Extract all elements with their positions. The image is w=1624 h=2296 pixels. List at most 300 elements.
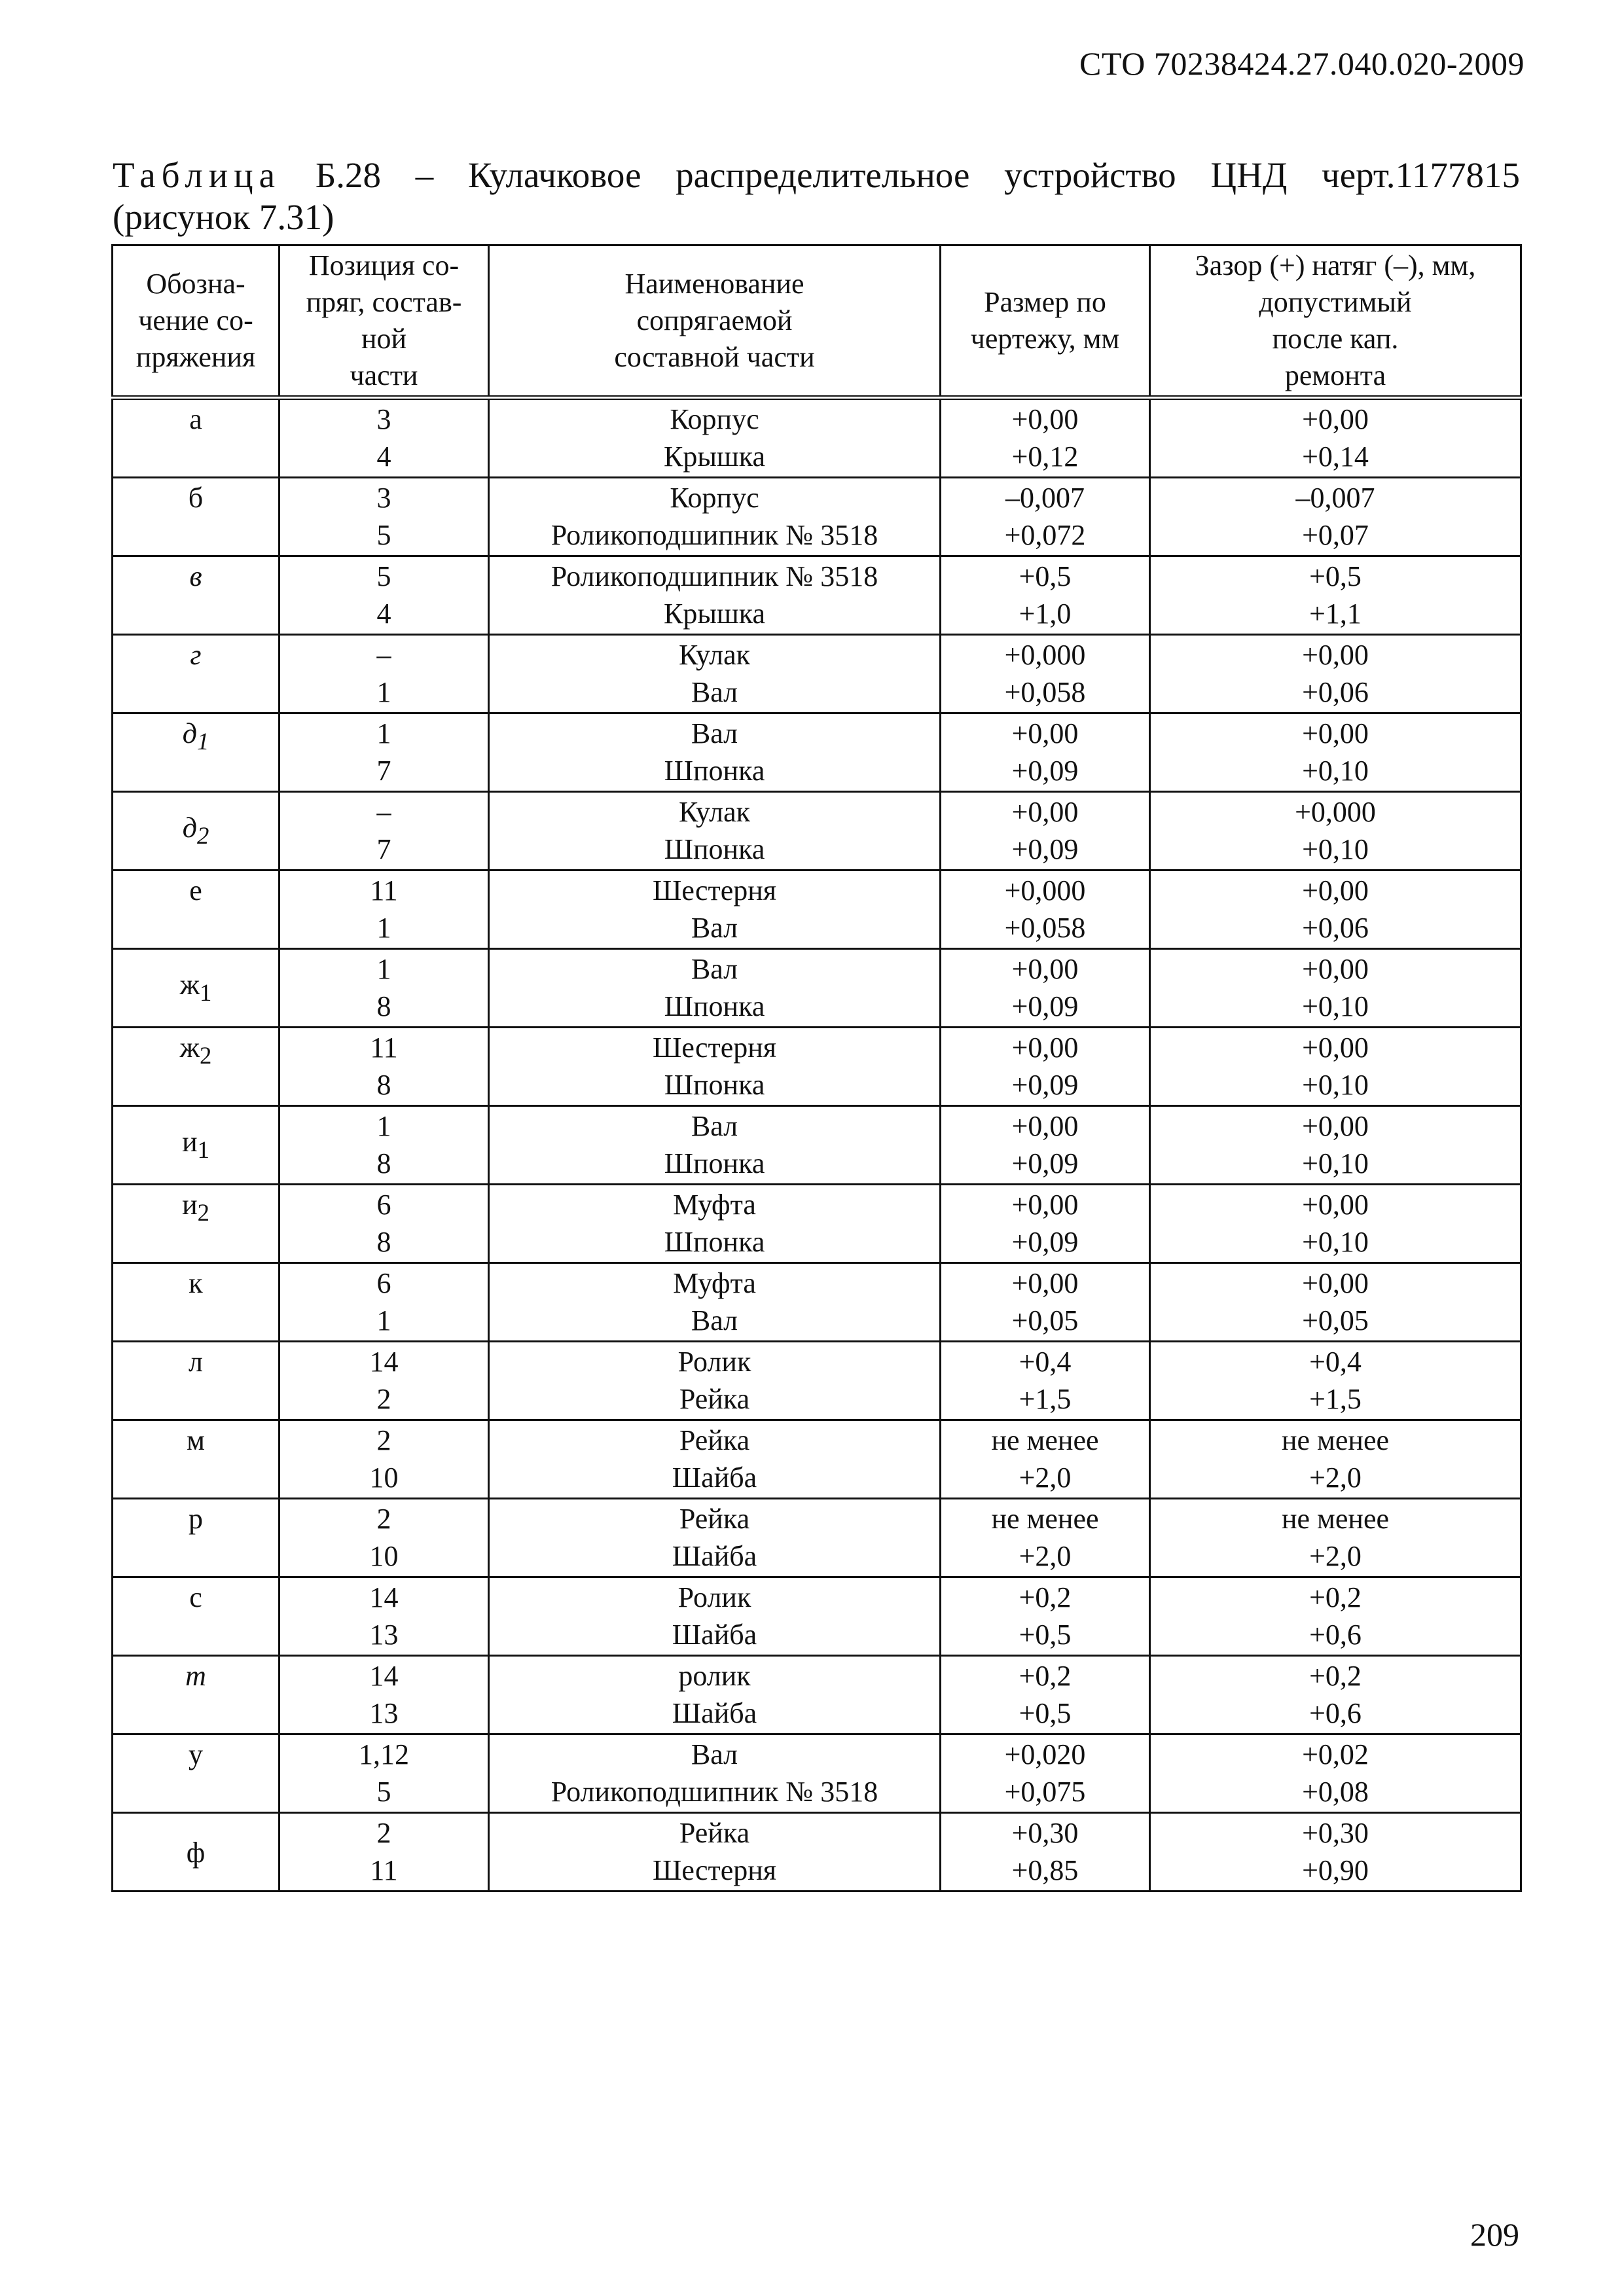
drawing-size-value: +0,00 (1011, 403, 1079, 435)
position-value: 1 (376, 1110, 391, 1142)
position-value: 3 (376, 403, 391, 435)
position-value: 1 (376, 717, 391, 749)
position-value: 2 (376, 1503, 391, 1535)
position-value: 5 (376, 519, 391, 551)
drawing-size-value: +0,058 (1004, 676, 1086, 708)
drawing-size-cell (941, 478, 1150, 556)
document-code: СТО 70238424.27.040.020-2009 (1079, 45, 1525, 82)
drawing-size-value: +0,09 (1011, 1069, 1079, 1101)
clearance-cell (1150, 556, 1521, 635)
position-value: – (376, 796, 391, 828)
position-value: 6 (376, 1267, 391, 1299)
position-value: 6 (376, 1189, 391, 1221)
drawing-size-cell (941, 556, 1150, 635)
drawing-size-cell (941, 1420, 1150, 1499)
clearance-cell (1150, 478, 1521, 556)
clearance-value: +0,2 (1309, 1660, 1362, 1692)
table-row (113, 1499, 1521, 1577)
clearance-value: +0,07 (1302, 519, 1369, 551)
part-name: Ролик (677, 1581, 751, 1613)
position-value: 8 (376, 1147, 391, 1179)
clearance-value: +0,6 (1309, 1697, 1362, 1729)
part-name: Шпонка (664, 755, 765, 787)
part-name: Шпонка (664, 1147, 765, 1179)
clearance-value: +0,00 (1302, 639, 1369, 671)
column-header (941, 245, 1150, 398)
drawing-size-value: +0,00 (1011, 1189, 1079, 1221)
clearance-value: +0,4 (1309, 1346, 1362, 1378)
part-name: Роликоподшипник № 3518 (550, 560, 878, 592)
designation-letter: ф (186, 1836, 206, 1869)
part-name-cell (489, 1342, 941, 1420)
clearance-cell (1150, 1734, 1521, 1813)
part-name-cell (489, 1734, 941, 1813)
part-name: Муфта (673, 1267, 756, 1299)
column-header (1150, 245, 1521, 398)
drawing-size-cell (941, 1813, 1150, 1892)
position-value: 1 (376, 1304, 391, 1336)
position-value: 14 (369, 1660, 399, 1692)
table-caption (113, 154, 1520, 196)
part-name: Шайба (672, 1462, 757, 1494)
position-value: 11 (370, 874, 398, 906)
position-cell (280, 949, 489, 1028)
position-cell (280, 1106, 489, 1185)
clearance-cell (1150, 1185, 1521, 1263)
clearance-cell (1150, 1577, 1521, 1656)
clearance-value: –0,007 (1295, 482, 1375, 514)
clearance-value: +0,00 (1302, 403, 1369, 435)
part-name-cell (489, 398, 941, 478)
designation-letter: е (189, 874, 202, 906)
drawing-size-cell (941, 792, 1150, 870)
designation-cell (113, 1813, 280, 1892)
position-value: 14 (369, 1581, 399, 1613)
drawing-size-value: +0,09 (1011, 990, 1079, 1022)
clearance-value: +0,06 (1302, 912, 1369, 944)
designation-subscript: 2 (196, 821, 209, 849)
designation-letter: т (185, 1660, 206, 1692)
table-row (113, 949, 1521, 1028)
drawing-size-cell (941, 1499, 1150, 1577)
clearance-value: +0,000 (1295, 796, 1376, 828)
table-row (113, 635, 1521, 713)
position-cell (280, 1420, 489, 1499)
position-cell (280, 1656, 489, 1734)
clearance-cell (1150, 1499, 1521, 1577)
drawing-size-value: +0,5 (1019, 1619, 1072, 1651)
part-name-cell (489, 1499, 941, 1577)
clearance-value: +0,90 (1302, 1854, 1369, 1886)
designation-letter: д (182, 717, 197, 749)
drawing-size-value: +0,00 (1011, 1267, 1079, 1299)
caption-title: Б.28 – Кулачковое распределительное устройство ЦНД черт.1177815 (315, 155, 1520, 195)
part-name: Шпонка (664, 833, 765, 865)
part-name: Рейка (679, 1424, 750, 1456)
clearance-value: +0,00 (1302, 1031, 1369, 1064)
position-cell (280, 870, 489, 949)
clearance-value: +0,10 (1302, 833, 1369, 865)
position-cell (280, 792, 489, 870)
clearance-value: +0,10 (1302, 990, 1369, 1022)
drawing-size-value: +0,020 (1004, 1738, 1086, 1770)
table-row (113, 1185, 1521, 1263)
part-name: ролик (678, 1660, 751, 1692)
part-name-cell (489, 478, 941, 556)
position-value: 13 (369, 1619, 399, 1651)
part-name: Шпонка (664, 990, 765, 1022)
part-name-cell (489, 1185, 941, 1263)
column-header-line: пряг, состав- (306, 286, 462, 318)
clearance-cell (1150, 1263, 1521, 1342)
drawing-size-value: +0,09 (1011, 755, 1079, 787)
position-cell (280, 1263, 489, 1342)
column-header-line: ремонта (1284, 359, 1386, 391)
clearance-value: +0,05 (1302, 1304, 1369, 1336)
part-name: Роликоподшипник № 3518 (550, 1776, 878, 1808)
drawing-size-value: +0,00 (1011, 953, 1079, 985)
designation-subscript: 2 (200, 1041, 212, 1069)
position-value: 4 (376, 440, 391, 473)
part-name: Шайба (672, 1619, 757, 1651)
position-value: 10 (369, 1462, 399, 1494)
column-header-line: допустимый (1259, 286, 1412, 318)
part-name: Шестерня (652, 1031, 777, 1064)
clearance-cell (1150, 713, 1521, 792)
part-name-cell (489, 556, 941, 635)
position-value: 5 (376, 560, 391, 592)
drawing-size-value: не менее (991, 1503, 1099, 1535)
table-row (113, 1028, 1521, 1106)
part-name: Вал (691, 717, 738, 749)
designation-cell (113, 1577, 280, 1656)
part-name-cell (489, 1577, 941, 1656)
designation-letter: и (182, 1125, 198, 1158)
drawing-size-value: +0,2 (1019, 1660, 1072, 1692)
drawing-size-value: +2,0 (1019, 1462, 1072, 1494)
designation-cell (113, 1028, 280, 1106)
position-value: 11 (370, 1854, 398, 1886)
drawing-size-value: +0,00 (1011, 796, 1079, 828)
drawing-size-value: +0,00 (1011, 1031, 1079, 1064)
column-header-line: Наименование (624, 268, 804, 300)
position-cell (280, 1499, 489, 1577)
table-row (113, 1813, 1521, 1892)
clearance-cell (1150, 870, 1521, 949)
table-row (113, 478, 1521, 556)
drawing-size-value: +0,12 (1011, 440, 1079, 473)
column-header (280, 245, 489, 398)
designation-letter: у (189, 1738, 203, 1770)
table-row (113, 713, 1521, 792)
part-name-cell (489, 949, 941, 1028)
part-name: Рейка (679, 1383, 750, 1415)
position-value: 3 (376, 482, 391, 514)
position-value: 13 (369, 1697, 399, 1729)
position-value: 14 (369, 1346, 399, 1378)
part-name: Шайба (672, 1697, 757, 1729)
table-body (113, 398, 1521, 1892)
clearance-value: +0,2 (1309, 1581, 1362, 1613)
position-value: 11 (370, 1031, 398, 1064)
designation-letter: а (189, 403, 202, 435)
part-name: Роликоподшипник № 3518 (550, 519, 878, 551)
position-value: 2 (376, 1424, 391, 1456)
designation-cell (113, 635, 280, 713)
clearance-cell (1150, 1420, 1521, 1499)
part-name: Вал (691, 1738, 738, 1770)
page-number: 209 (1470, 2216, 1519, 2253)
drawing-size-value: +0,05 (1011, 1304, 1079, 1336)
drawing-size-cell (941, 713, 1150, 792)
designation-cell (113, 1263, 280, 1342)
part-name: Корпус (670, 482, 759, 514)
drawing-size-value: +0,09 (1011, 1226, 1079, 1258)
drawing-size-value: +0,000 (1004, 639, 1086, 671)
designation-cell (113, 1420, 280, 1499)
position-value: 1 (376, 912, 391, 944)
column-header (489, 245, 941, 398)
designation-cell (113, 1656, 280, 1734)
part-name: Вал (691, 1110, 738, 1142)
column-header-line: Зазор (+) натяг (–), мм, (1195, 249, 1476, 281)
clearance-cell (1150, 635, 1521, 713)
clearance-value: +0,10 (1302, 755, 1369, 787)
drawing-size-cell (941, 949, 1150, 1028)
clearance-value: +0,5 (1309, 560, 1362, 592)
position-cell (280, 1813, 489, 1892)
designation-subscript: 2 (197, 1198, 209, 1226)
column-header (113, 245, 280, 398)
position-cell (280, 556, 489, 635)
table-row (113, 1263, 1521, 1342)
table-row (113, 1734, 1521, 1813)
clearance-value: +0,06 (1302, 676, 1369, 708)
clearance-value: +0,00 (1302, 1110, 1369, 1142)
drawing-size-value: +0,000 (1004, 874, 1086, 906)
table-row (113, 1656, 1521, 1734)
designation-cell (113, 478, 280, 556)
part-name-cell (489, 1420, 941, 1499)
drawing-size-value: +0,2 (1019, 1581, 1072, 1613)
part-name: Шестерня (652, 1854, 777, 1886)
position-cell (280, 478, 489, 556)
position-value: 1 (376, 953, 391, 985)
part-name: Рейка (679, 1817, 750, 1849)
designation-letter: ж (179, 1031, 200, 1064)
drawing-size-cell (941, 1577, 1150, 1656)
clearance-value: +0,00 (1302, 1189, 1369, 1221)
column-header-line: чение со- (138, 304, 253, 336)
drawing-size-value: +0,00 (1011, 1110, 1079, 1142)
position-value: 1,12 (359, 1738, 409, 1770)
part-name-cell (489, 1028, 941, 1106)
part-name: Шайба (672, 1540, 757, 1572)
column-header-line: Обозна- (146, 268, 245, 300)
position-value: 7 (376, 755, 391, 787)
part-name: Рейка (679, 1503, 750, 1535)
position-cell (280, 1342, 489, 1420)
designation-letter: б (188, 482, 204, 514)
part-name: Шпонка (664, 1069, 765, 1101)
designation-letter: и (182, 1189, 198, 1221)
clearance-value: не менее (1281, 1424, 1390, 1456)
clearance-value: +0,00 (1302, 874, 1369, 906)
column-header-line: составной части (614, 341, 815, 373)
designation-subscript: 1 (197, 1136, 209, 1163)
clearance-cell (1150, 949, 1521, 1028)
part-name-cell (489, 635, 941, 713)
position-value: 8 (376, 1226, 391, 1258)
designation-subscript: 1 (196, 727, 209, 755)
column-header-line: пряжения (135, 341, 256, 373)
clearance-value: +0,00 (1302, 717, 1369, 749)
clearance-cell (1150, 1342, 1521, 1420)
position-value: 7 (376, 833, 391, 865)
clearance-cell (1150, 398, 1521, 478)
clearance-value: +0,14 (1302, 440, 1369, 473)
clearance-value: +0,10 (1302, 1226, 1369, 1258)
position-cell (280, 1185, 489, 1263)
designation-cell (113, 1185, 280, 1263)
clearance-cell (1150, 1813, 1521, 1892)
position-cell (280, 635, 489, 713)
designation-subscript: 1 (200, 978, 212, 1006)
designation-cell (113, 1106, 280, 1185)
drawing-size-cell (941, 1263, 1150, 1342)
drawing-size-value: –0,007 (1005, 482, 1085, 514)
position-value: – (376, 639, 391, 671)
part-name: Крышка (663, 598, 766, 630)
part-name: Вал (691, 953, 738, 985)
part-name-cell (489, 792, 941, 870)
designation-letter: л (189, 1346, 203, 1378)
designation-letter: с (189, 1581, 202, 1613)
part-name: Вал (691, 676, 738, 708)
position-value: 8 (376, 1069, 391, 1101)
position-cell (280, 1028, 489, 1106)
part-name: Шестерня (652, 874, 777, 906)
part-name-cell (489, 713, 941, 792)
table-row (113, 1342, 1521, 1420)
column-header-line: части (350, 359, 418, 391)
header-row (113, 245, 1521, 398)
drawing-size-cell (941, 398, 1150, 478)
position-cell (280, 1577, 489, 1656)
drawing-size-value: +0,85 (1011, 1854, 1079, 1886)
mating-parts-table (111, 244, 1522, 1892)
clearance-value: +0,30 (1302, 1817, 1369, 1849)
clearance-cell (1150, 792, 1521, 870)
clearance-value: +0,02 (1302, 1738, 1369, 1770)
drawing-size-value: +1,5 (1019, 1383, 1072, 1415)
position-value: 2 (376, 1383, 391, 1415)
drawing-size-value: +0,00 (1011, 717, 1079, 749)
position-value: 2 (376, 1817, 391, 1849)
drawing-size-value: +0,5 (1019, 1697, 1072, 1729)
part-name: Крышка (663, 440, 766, 473)
designation-letter: м (187, 1424, 205, 1456)
drawing-size-value: не менее (991, 1424, 1099, 1456)
drawing-size-cell (941, 1106, 1150, 1185)
drawing-size-cell (941, 1028, 1150, 1106)
column-header-line: ной (361, 323, 407, 355)
table-row (113, 556, 1521, 635)
table-row (113, 792, 1521, 870)
column-header-line: чертежу, мм (970, 323, 1120, 355)
designation-cell (113, 713, 280, 792)
drawing-size-cell (941, 1734, 1150, 1813)
position-value: 5 (376, 1776, 391, 1808)
position-cell (280, 1734, 489, 1813)
part-name: Вал (691, 912, 738, 944)
designation-cell (113, 792, 280, 870)
position-value: 1 (376, 676, 391, 708)
part-name-cell (489, 1656, 941, 1734)
drawing-size-cell (941, 1656, 1150, 1734)
designation-cell (113, 949, 280, 1028)
table-header (113, 245, 1521, 398)
drawing-size-value: +0,058 (1004, 912, 1086, 944)
caption-continuation: (рисунок 7.31) (113, 197, 334, 237)
drawing-size-value: +2,0 (1019, 1540, 1072, 1572)
part-name-cell (489, 870, 941, 949)
drawing-size-value: +0,5 (1019, 560, 1072, 592)
designation-letter: к (189, 1267, 203, 1299)
position-cell (280, 398, 489, 478)
clearance-value: не менее (1281, 1503, 1390, 1535)
table-row (113, 1577, 1521, 1656)
drawing-size-cell (941, 635, 1150, 713)
part-name: Вал (691, 1304, 738, 1336)
table-row (113, 870, 1521, 949)
part-name-cell (489, 1813, 941, 1892)
designation-cell (113, 1342, 280, 1420)
designation-cell (113, 556, 280, 635)
position-value: 8 (376, 990, 391, 1022)
clearance-value: +2,0 (1309, 1462, 1362, 1494)
drawing-size-value: +0,09 (1011, 833, 1079, 865)
caption-label: Таблица (113, 155, 281, 195)
drawing-size-value: +0,4 (1019, 1346, 1072, 1378)
position-value: 4 (376, 598, 391, 630)
position-value: 10 (369, 1540, 399, 1572)
part-name: Кулак (679, 796, 750, 828)
designation-cell (113, 870, 280, 949)
clearance-value: +2,0 (1309, 1540, 1362, 1572)
part-name: Ролик (677, 1346, 751, 1378)
designation-letter: р (189, 1503, 203, 1535)
clearance-cell (1150, 1106, 1521, 1185)
part-name: Муфта (673, 1189, 756, 1221)
clearance-value: +0,10 (1302, 1147, 1369, 1179)
clearance-value: +0,00 (1302, 953, 1369, 985)
drawing-size-value: +0,072 (1004, 519, 1086, 551)
designation-letter: в (189, 560, 202, 592)
column-header-line: Размер по (984, 286, 1106, 318)
part-name-cell (489, 1263, 941, 1342)
clearance-value: +0,00 (1302, 1267, 1369, 1299)
column-header-line: после кап. (1272, 323, 1399, 355)
designation-cell (113, 1499, 280, 1577)
part-name: Корпус (670, 403, 759, 435)
clearance-value: +0,10 (1302, 1069, 1369, 1101)
drawing-size-value: +0,075 (1004, 1776, 1086, 1808)
part-name-cell (489, 1106, 941, 1185)
designation-cell (113, 1734, 280, 1813)
clearance-cell (1150, 1656, 1521, 1734)
designation-cell (113, 398, 280, 478)
